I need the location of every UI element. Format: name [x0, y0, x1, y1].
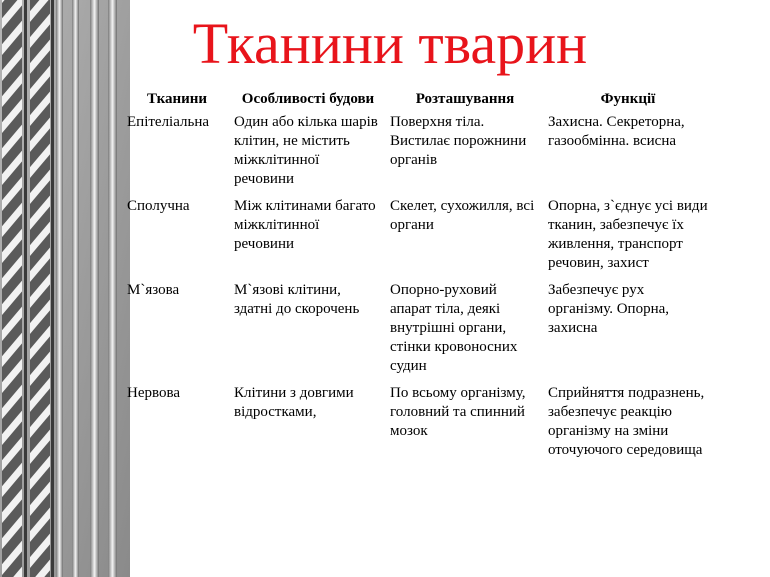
- cell-tissue: М`язова: [127, 282, 180, 298]
- header-functions: Функції: [600, 91, 656, 107]
- cell-location: Опорно-руховий апарат тіла, деякі внутрішні органи, стінки кровоносних судин: [390, 282, 518, 374]
- cell-location: Скелет, сухожилля, всі органи: [390, 198, 535, 233]
- cell-tissue: Сполучна: [127, 198, 190, 214]
- cell-location: По всьому організму, головний та спинний мозок: [390, 385, 526, 439]
- header-tissues: Тканини: [146, 91, 208, 107]
- cell-function: Сприйняття подразнень, забезпечує реакцію організму на зміни оточуючого середовища: [548, 385, 705, 458]
- table-row: [124, 384, 712, 468]
- cell-tissue: Нервова: [127, 385, 181, 401]
- tissues-table: [124, 88, 712, 468]
- table-row: [124, 113, 712, 197]
- cell-structure: Один або кілька шарів клітин, не містить міжклітинної речовини: [234, 114, 378, 187]
- header-location: Розташування: [415, 91, 515, 107]
- cell-function: Захисна. Секреторна, газообмінна. всисна: [548, 114, 685, 149]
- cell-structure: Клітини з довгими відростками,: [234, 385, 354, 420]
- table-row: [124, 197, 712, 281]
- table-header-row: [124, 88, 712, 113]
- cell-structure: М`язові клітини, здатні до скорочень: [234, 282, 360, 317]
- cell-location: Поверхня тіла. Вистилає порожнини органів: [390, 114, 527, 168]
- table-row: [124, 281, 712, 384]
- cell-tissue: Епітеліальна: [127, 114, 210, 130]
- cell-function: Опорна, з`єднує усі види тканин, забезпечує їх живлення, транспорт речовин, захист: [548, 198, 708, 271]
- rope-pattern-decoration: [0, 0, 130, 577]
- cell-function: Забезпечує рух організму. Опорна, захисна: [548, 282, 670, 336]
- decorative-sidebar: [0, 0, 130, 577]
- slide-title: Тканини тварин: [192, 11, 588, 76]
- header-structure: Особливості будови: [241, 91, 375, 107]
- cell-structure: Між клітинами багато міжклітинної речовини: [234, 198, 376, 252]
